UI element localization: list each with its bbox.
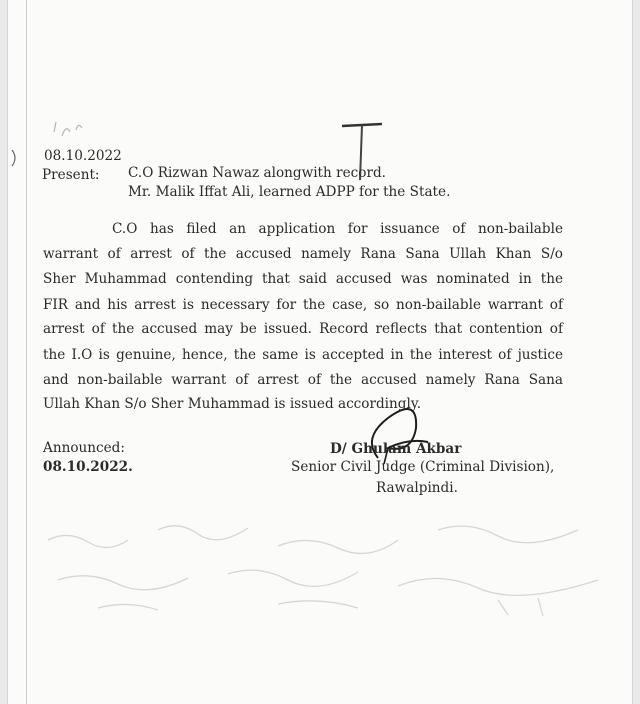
order-date: 08.10.2022 xyxy=(44,148,122,164)
body-line-2: warrant of arrest of the accused namely Rana Sana Ullah Khan S/o xyxy=(43,246,563,262)
document-page xyxy=(8,0,632,704)
bleed-through-marks xyxy=(38,500,628,620)
page-edge xyxy=(26,0,27,704)
present-line-2: Mr. Malik Iffat Ali, learned ADPP for the State. xyxy=(128,184,451,200)
present-line-1: C.O Rizwan Nawaz alongwith record. xyxy=(128,165,386,181)
signatory-name: D/ Ghulam Akbar xyxy=(330,441,462,457)
body-line-1: C.O has filed an application for issuance of non-bailable xyxy=(112,221,563,237)
body-line-5: arrest of the accused may be issued. Record reflects that contention of xyxy=(43,321,563,337)
body-line-3: Sher Muhammad contending that said accused was nominated in the xyxy=(43,271,563,287)
announced-label: Announced: xyxy=(43,440,125,456)
present-label: Present: xyxy=(42,167,100,183)
body-line-7: and non-bailable warrant of arrest of the accused namely Rana Sana xyxy=(43,372,563,388)
signatory-title: Senior Civil Judge (Criminal Division), xyxy=(291,459,555,475)
scribble-top xyxy=(48,112,108,142)
announced-date: 08.10.2022. xyxy=(43,459,133,475)
body-line-6: the I.O is genuine, hence, the same is accepted in the interest of justice xyxy=(43,347,563,363)
signature-scrawl xyxy=(358,398,468,468)
body-line-8: Ullah Khan S/o Sher Muhammad is issued accordingly. xyxy=(43,396,422,412)
margin-mark xyxy=(8,148,22,168)
body-line-4: FIR and his arrest is necessary for the case, so non-bailable warrant of xyxy=(43,297,563,313)
signatory-place: Rawalpindi. xyxy=(376,480,458,496)
